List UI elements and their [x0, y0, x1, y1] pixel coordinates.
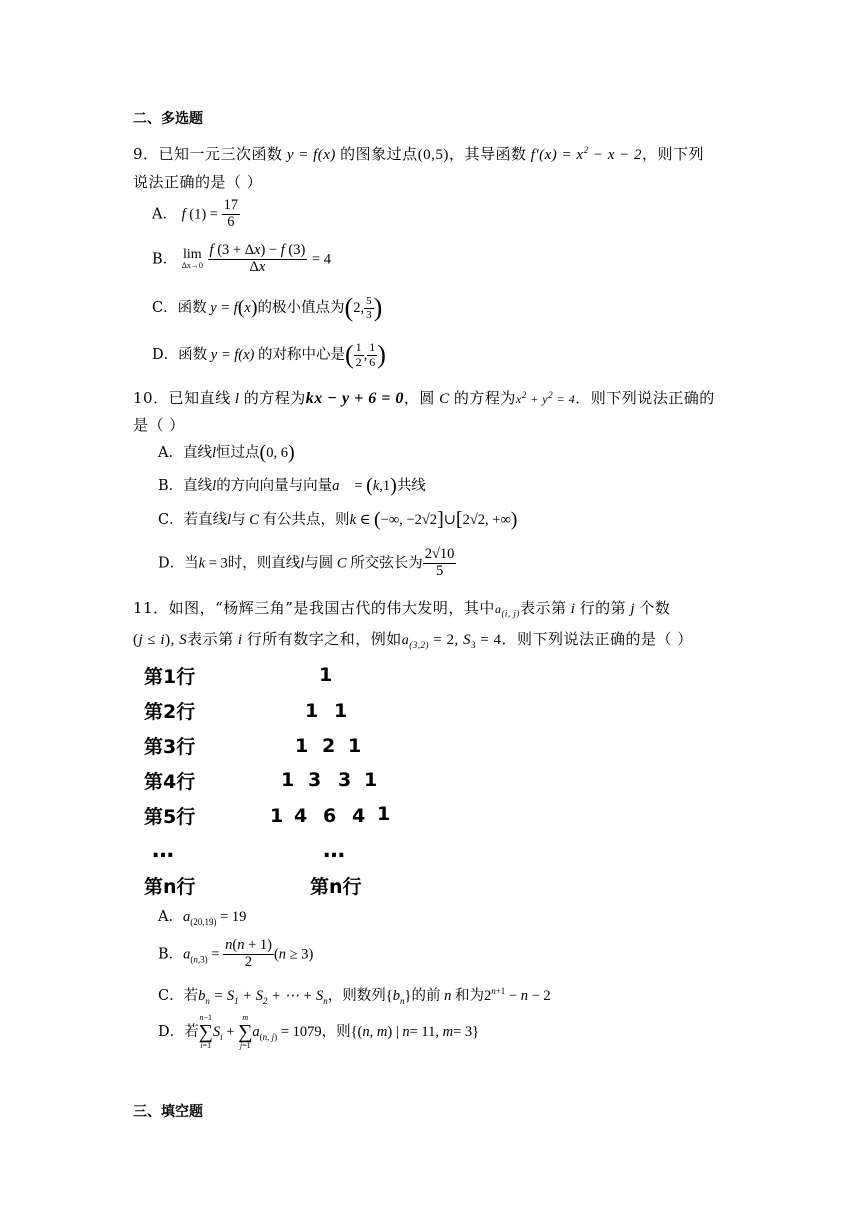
q11-option-d: D．若 n−1 ∑ i=1 $S_i$ + m ∑ j=1 $a_{(n, j)} = 1079$，则{(n, m) | n= 11, m= 3} — [158, 1013, 480, 1050]
triangle-number: 6 — [323, 805, 337, 827]
q11-option-a: A．$a_{(20,19)} = 19$ — [158, 909, 247, 927]
row-label: 第5行 — [144, 806, 196, 828]
question-9-line-1: 9．已知一元三次函数 y = f(x) 的图象过点(0,5)，其导函数 $f'(x) = x^2 - x - 2$，则下列 — [133, 145, 705, 163]
section-heading-multiple-choice: 二、多选题 — [133, 111, 203, 127]
q9-option-b: B． lim Δx→0 $\frac{f (3 + \Delta x) - f (3)}{\Delta x}$ = 4 — [152, 242, 331, 275]
triangle-number: 3 — [338, 769, 352, 791]
triangle-number: 1 — [319, 664, 333, 686]
question-number: 9． — [133, 145, 159, 163]
question-10-line-2: 是（ ） — [133, 416, 185, 434]
q9-option-d: D．函数 y = f(x) 的对称中心是( $\frac{1}{2}$ , $\frac{1}{6}$ ) — [152, 340, 386, 369]
q10-option-c: C．若直线l与 C 有公共点，则k ∈ (−∞, −2√2]∪[2√2, +∞) — [158, 508, 518, 531]
q9-option-a: A． f (1) = $\frac{17}{6}$ — [152, 197, 239, 230]
triangle-number: 1 — [348, 735, 362, 757]
triangle-number: 3 — [308, 769, 322, 791]
triangle-number: 1 — [270, 805, 284, 827]
triangle-number: 1 — [377, 803, 391, 825]
triangle-number: 1 — [295, 735, 309, 757]
row-label: 第n行 — [144, 876, 196, 898]
question-11-line-2: (j ≤ i), S表示第 i 行所有数字之和，例如$a_{(3,2)} = 2$, $S_3 = 4$．则下列说法正确的是（ ） — [133, 630, 693, 650]
triangle-number: 1 — [334, 700, 348, 722]
triangle-number: 4 — [294, 805, 308, 827]
triangle-number: 2 — [322, 735, 336, 757]
question-9-line-2: 说法正确的是（ ） — [133, 173, 263, 191]
q9-option-c: C．函数 y = f(x)的极小值点为(2, $\frac{5}{3}$ ) — [152, 293, 383, 322]
q10-option-a: A．直线l恒过点(0, 6) — [158, 441, 295, 464]
ellipsis: … — [152, 838, 174, 863]
q11-option-c: C．若$b_n = S_1 + S_2$ + ⋯ + $S_n$，则数列$\{b_n\}$的前 n 和为$2^{n+1} - n - 2$ — [158, 986, 551, 1006]
question-11-line-1: 11．如图，“杨辉三角”是我国古代的伟大发明，其中$a_{(i, j)}$表示第 i 行的第 j 个数 — [133, 599, 671, 619]
question-10-line-1: 10．已知直线 l 的方程为kx − y + 6 = 0，圆 C 的方程为$x^2 + y^2 = 4$．则下列说法正确的 — [133, 389, 715, 407]
triangle-number: 1 — [305, 700, 319, 722]
ellipsis: … — [323, 838, 345, 863]
row-label: 第4行 — [144, 771, 196, 793]
row-label: 第n行 — [310, 876, 362, 898]
q10-option-d: D．当k = 3时，则直线l与圆 C 所交弦长为 $\frac{2√10}{5}$ — [158, 546, 455, 579]
section-heading-fill-in: 三、填空题 — [133, 1104, 203, 1120]
row-label: 第2行 — [144, 701, 196, 723]
q11-option-b: B．$a_{(n,3)}$ = $\frac{n(n + 1)}{2}$ (n ≥ 3) — [158, 937, 314, 970]
triangle-number: 1 — [281, 769, 295, 791]
q10-option-b: B．直线l的方向向量与向量a⃗ = (k,1)共线 — [158, 474, 426, 497]
triangle-number: 1 — [364, 769, 378, 791]
triangle-number: 4 — [352, 805, 366, 827]
row-label: 第1行 — [144, 666, 196, 688]
row-label: 第3行 — [144, 736, 196, 758]
